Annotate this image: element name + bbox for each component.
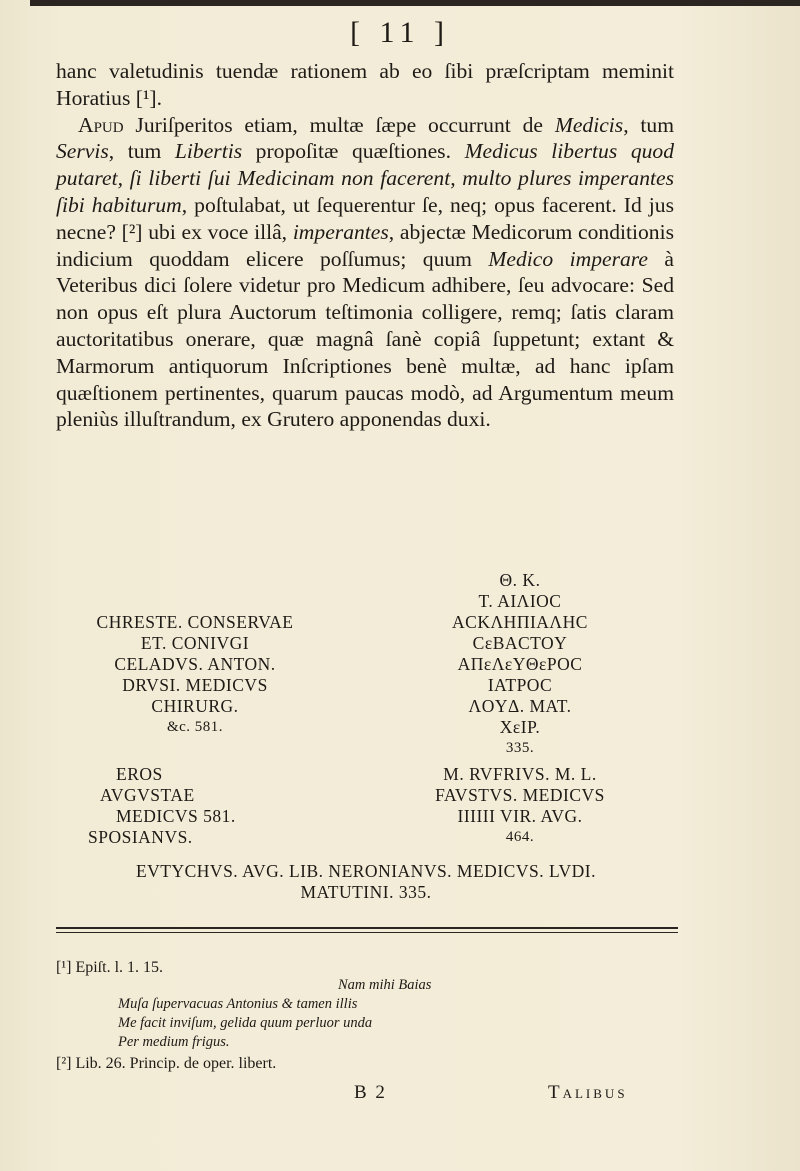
- inscription-line: CHRESTE. CONSERVAE: [96, 612, 294, 632]
- footnote-2: [²] Lib. 26. Princip. de oper. libert.: [56, 1055, 277, 1072]
- page-number: [ 11 ]: [350, 16, 450, 49]
- inscription-eros: [76, 764, 276, 848]
- text-run: , tum: [623, 112, 675, 137]
- inscription-eutychus: [56, 861, 676, 903]
- inscription-line: AΠεΛεYΘεPOC: [457, 654, 583, 674]
- italic-run: imperantes: [292, 219, 389, 244]
- inscription-line: ET. CONIVGI: [140, 633, 250, 653]
- italic-run: Medico imperare: [488, 246, 648, 271]
- italic-quote: Medicus libertus quod putaret, ſi liberti ſui Medicinam non facerent, multo plures imperantes ſibi habiturum: [56, 139, 675, 217]
- verse-line: Per medium frigus.: [118, 1034, 230, 1050]
- inscription-line: IIIIII VIR. AVG.: [457, 806, 583, 826]
- text-run: , poſtulabat, ut ſequerentur ſe, neq; opus facerent. Id jus necne? [²] ubi ex voce illâ,: [56, 192, 674, 244]
- inscription-line: AVGVSTAE: [100, 785, 195, 805]
- page-top-edge: [30, 0, 800, 6]
- paragraph-1: hanc valetudinis tuendæ rationem ab eo ſibi præſcriptam meminit Horatius [¹].: [56, 59, 674, 110]
- catchword: Talibus: [548, 1082, 628, 1103]
- verse-line: Nam mihi Baias: [338, 977, 432, 993]
- verse-line: Muſa ſupervacuas Antonius & tamen illis: [118, 996, 358, 1012]
- text-run: Juriſperitos etiam, multæ ſæpe occurrunt de: [123, 112, 555, 137]
- inscription-rufrius: [380, 764, 660, 848]
- inscription-chreste: [60, 612, 330, 738]
- paragraph-2: [56, 112, 674, 434]
- inscription-greek: [400, 570, 640, 759]
- text-run: , tum: [108, 139, 175, 164]
- inscription-line: MEDICVS 581.: [116, 806, 236, 826]
- inscription-reference: &c. 581.: [166, 719, 224, 735]
- italic-run: Medicis: [554, 112, 624, 137]
- paragraph-2-lead: Apud: [78, 112, 124, 137]
- inscription-line: CεBACTOY: [472, 633, 568, 653]
- footnote-1: [¹] Epiſt. l. 1. 15.: [56, 959, 164, 976]
- inscription-line: EROS: [116, 764, 163, 784]
- signature-mark: B 2: [354, 1082, 387, 1103]
- inscription-line: XεIP.: [499, 717, 541, 737]
- italic-run: Servis: [56, 139, 109, 164]
- italic-run: Libertis: [174, 139, 243, 164]
- inscription-line: Θ. K.: [499, 570, 541, 590]
- inscription-reference: 464.: [505, 829, 535, 845]
- footnote-rule-thin: [56, 932, 678, 933]
- inscription-line: FAVSTVS. MEDICVS: [435, 785, 605, 805]
- inscription-line: T. AIΛIOC: [478, 591, 562, 611]
- inscription-line: SPOSIANVS.: [88, 827, 193, 847]
- footnote-rule: [56, 927, 678, 929]
- inscription-line: CELADVS. ANTON.: [114, 654, 276, 674]
- inscription-line: DRVSI. MEDICVS: [122, 675, 268, 695]
- text-run: , abjectæ Medicorum conditionis indicium quoddam elicere poſſumus; quum: [56, 219, 674, 271]
- inscription-line: ACKΛHΠIAΛHC: [452, 612, 588, 632]
- inscription-line: ΛOYΔ. MAT.: [468, 696, 572, 716]
- inscription-line: IATPOC: [487, 675, 553, 695]
- inscription-line: CHIRURG.: [151, 696, 239, 716]
- verse-line: Me facit inviſum, gelida quum perluor unda: [118, 1015, 373, 1031]
- inscription-reference: 335.: [505, 740, 535, 756]
- inscription-line: EVTYCHVS. AVG. LIB. NERONIANVS. MEDICVS. LVDI.: [135, 861, 597, 881]
- text-run: à Veteribus dici ſolere videtur pro Medicum adhibere, ſeu advocare: Sed non opus eſt plura Auctorum teſtimonia colligere, remq; ſatis claram auctoritatibus onerare, quæ magnâ ſanè copiâ ſuppetunt; extant & Marmorum antiquorum Inſcriptiones benè multæ, ad hanc ipſam quæſtionem pertinentes, quarum paucas modò, ad Argumentum meum pleniùs illuſtrandum, ex Grutero apponendas duxi.: [56, 246, 675, 432]
- inscription-line: MATUTINI. 335.: [300, 882, 432, 902]
- text-run: propoſitæ quæſtiones.: [242, 139, 465, 164]
- footnote-verse: [118, 976, 538, 1052]
- inscription-line: M. RVFRIVS. M. L.: [443, 764, 597, 784]
- main-text: [56, 58, 674, 433]
